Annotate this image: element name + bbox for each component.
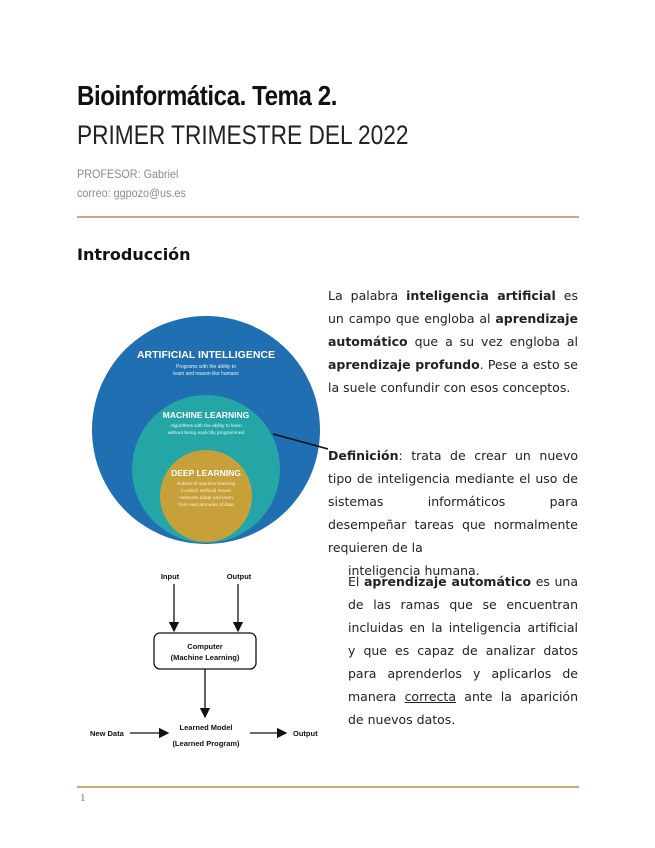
definition-paragraph: Definición: trata de crear un nuevo tipo de inteligencia mediante el uso de sistemas informáticos para desempeñar tareas que normalmente requieren de la inteligencia humana.: [328, 448, 578, 578]
document-title: Bioinformática. Tema 2.: [77, 80, 337, 111]
ai-title: ARTIFICIAL INTELLIGENCE: [136, 349, 276, 361]
new-data-label: New Data: [90, 729, 124, 738]
footer-divider: [77, 786, 579, 788]
learned-program-label: (Learned Program): [172, 739, 240, 748]
dl-title: DEEP LEARNING: [171, 468, 241, 478]
section-title: Introducción: [77, 245, 191, 264]
ai-desc-line2: learn and reason like humans: [173, 371, 239, 377]
computer-box: [154, 633, 256, 669]
email-line: correo: ggpozo@us.es: [77, 186, 186, 200]
computer-label: Computer: [187, 642, 223, 651]
dl-desc-line3: networks adapt and learn: [179, 496, 233, 501]
machine-learning-paragraph: El aprendizaje automático es una de las ramas que se encuentran incluidas en la inteligencia artificial y que es capaz de analizar datos para aprenderlos y aplicarlos de manera correcta ante la aparición de nuevos datos.: [348, 574, 578, 727]
flow-output-bottom-label: Output: [293, 729, 318, 738]
header-divider: [77, 216, 579, 218]
ai-desc-line1: Programs with the ability to: [175, 364, 237, 370]
professor-line: PROFESOR: Gabriel: [77, 167, 179, 181]
dl-desc-line1: Subset of machine learning: [176, 482, 236, 487]
ml-title: MACHINE LEARNING: [162, 410, 250, 420]
ai-ml-dl-diagram: [88, 312, 328, 562]
machine-learning-label: (Machine Learning): [170, 653, 240, 662]
dl-desc-line2: in which artificial neural: [181, 489, 231, 494]
flow-input-label: Input: [160, 572, 180, 581]
machine-learning-flow-diagram: [88, 565, 328, 755]
learned-model-label: Learned Model: [179, 723, 233, 732]
ml-desc-line2: without being explicitly programmed: [167, 431, 245, 436]
document-subtitle: PRIMER TRIMESTRE DEL 2022: [77, 120, 409, 150]
page-number: 1: [80, 792, 86, 804]
ml-desc-line1: Algorithms with the ability to learn: [170, 424, 242, 429]
flow-output-top-label: Output: [226, 572, 252, 581]
dl-desc-line4: from vast amounts of data: [178, 503, 234, 508]
intro-paragraph: La palabra inteligencia artificial es un campo que engloba al aprendizaje automático que a su vez engloba al aprendizaje profundo. Pese a esto se la suele confundir con esos conceptos.: [328, 288, 579, 395]
definition-term: Definición: [328, 448, 399, 463]
